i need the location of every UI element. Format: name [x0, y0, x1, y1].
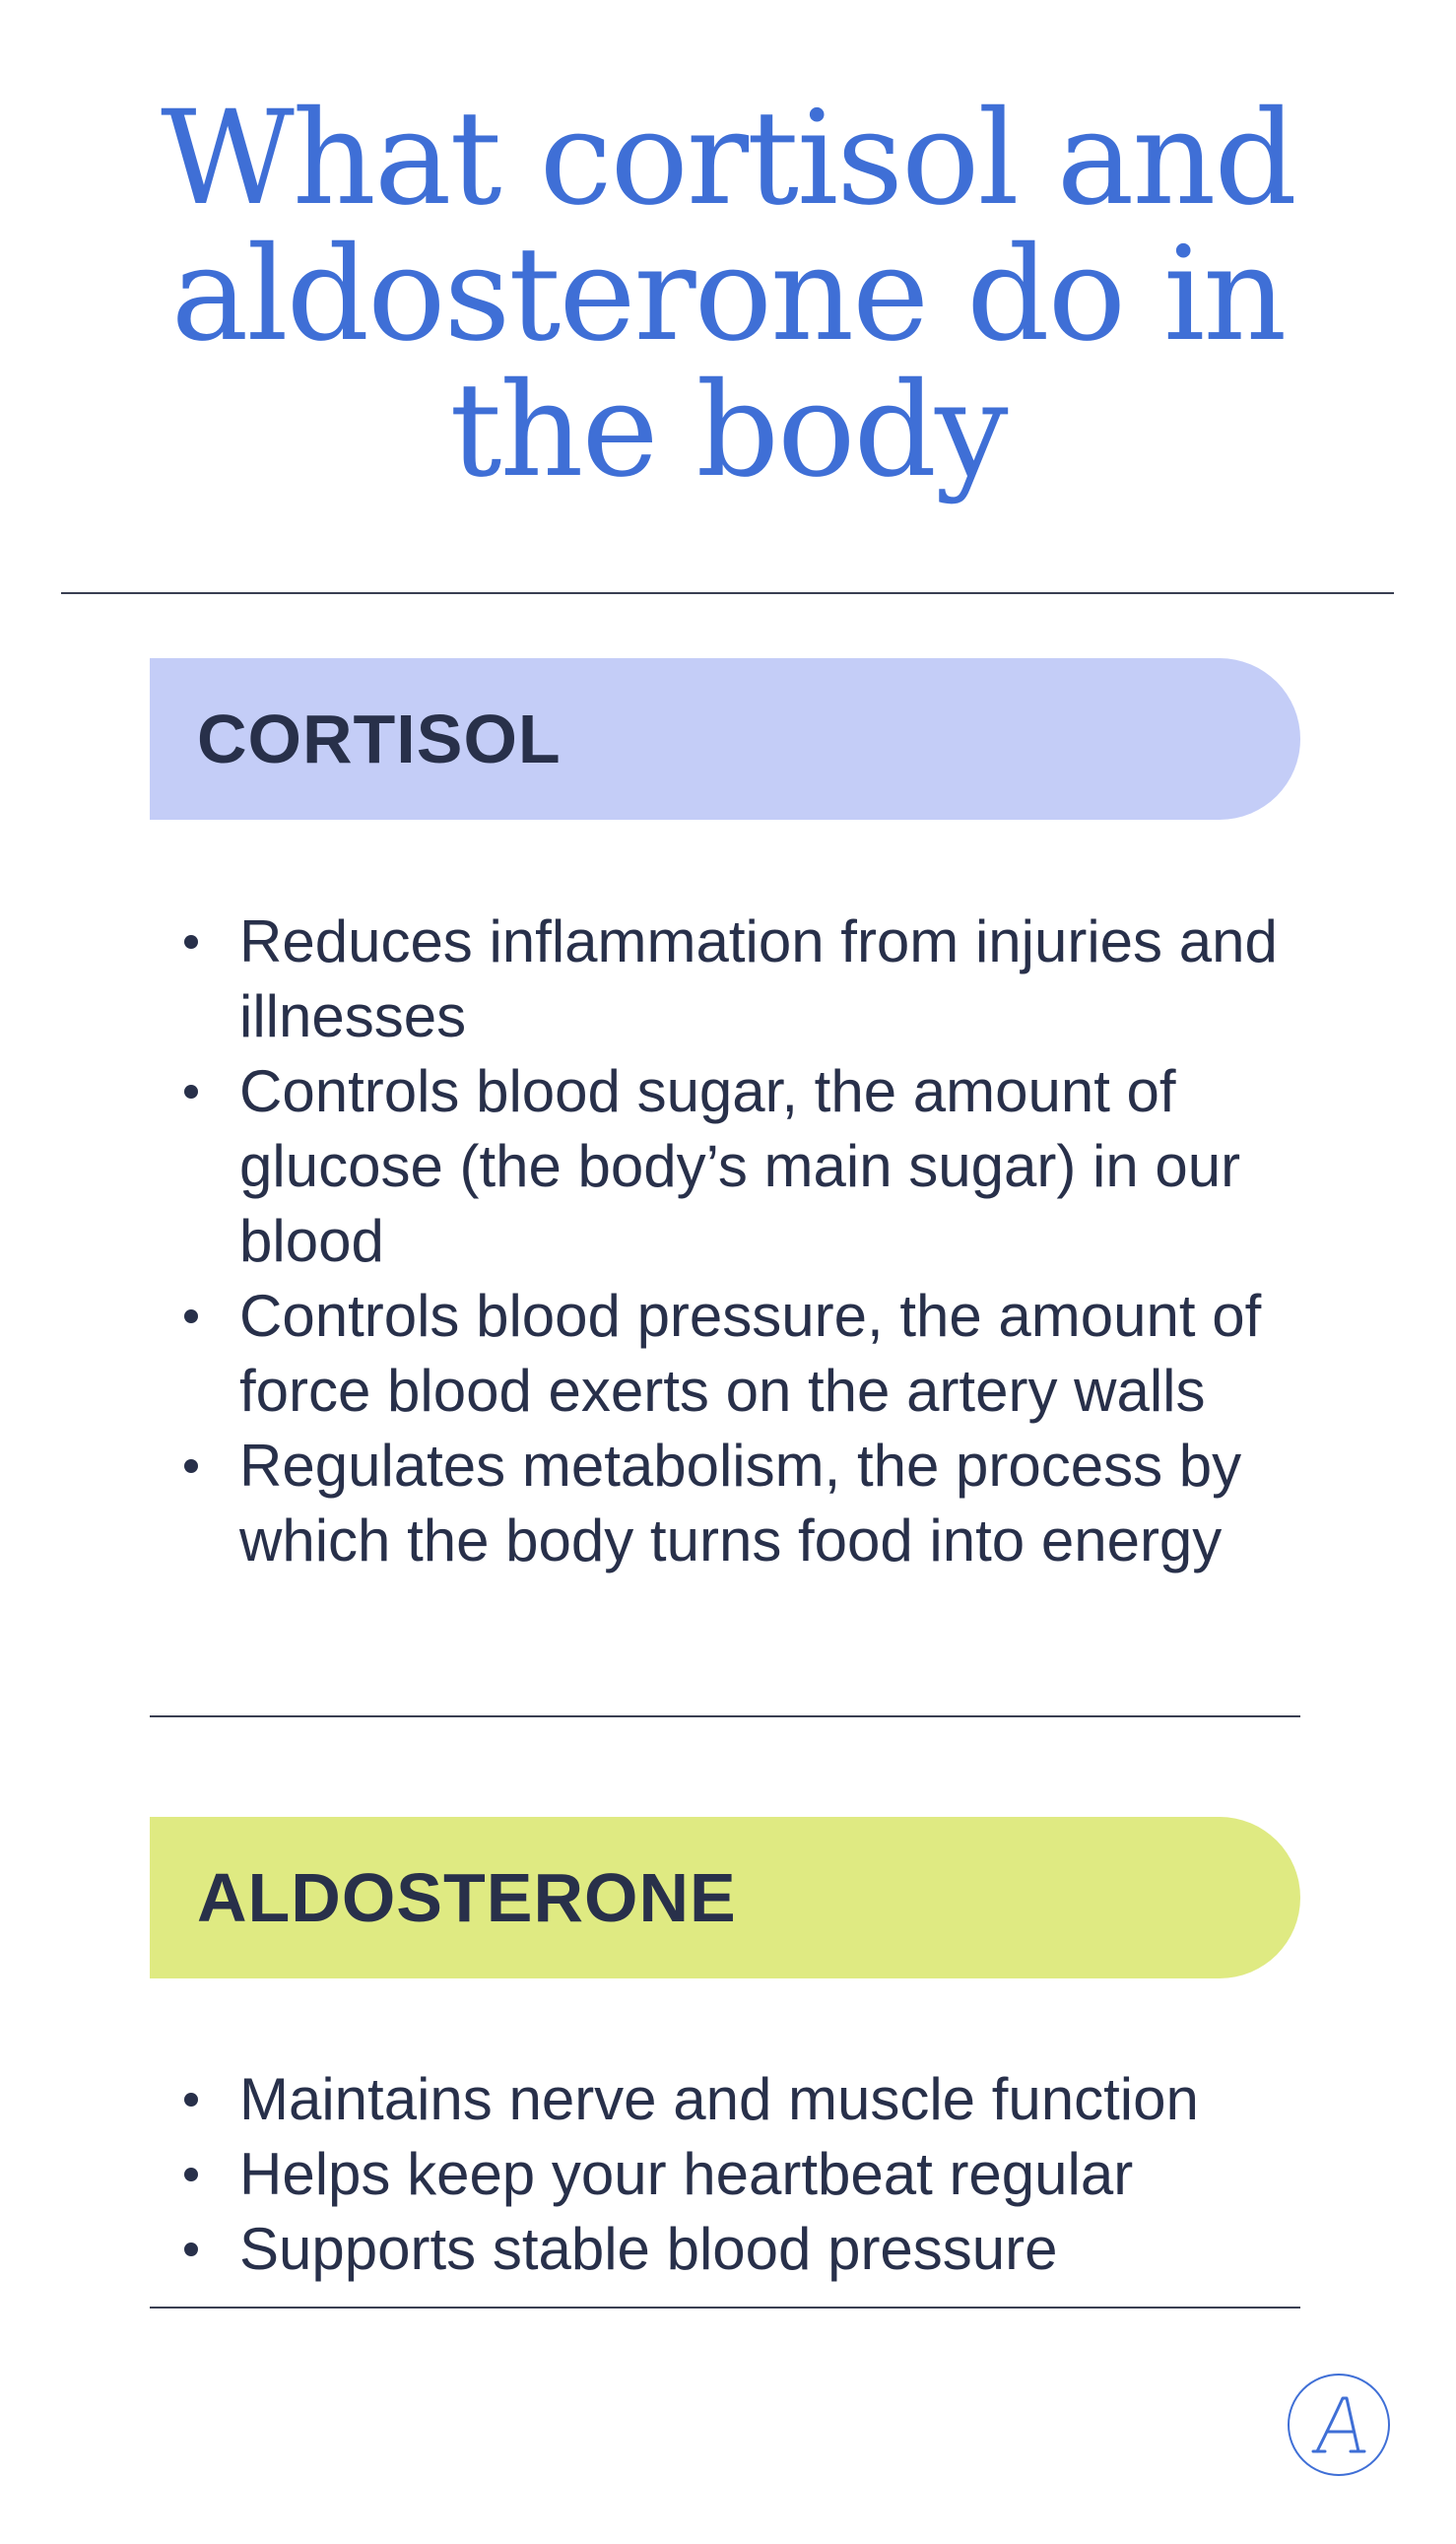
list-item [182, 2137, 1345, 2212]
bullet-icon [184, 1309, 198, 1323]
list-item-text: Reduces inflammation from injuries and illnesses [239, 908, 1278, 1049]
cortisol-list [182, 904, 1345, 1578]
list-item [182, 1054, 1345, 1279]
bullet-icon [184, 1459, 198, 1473]
aldosterone-heading: ALDOSTERONE [197, 1859, 737, 1936]
logo-letter-icon [1309, 2390, 1368, 2459]
bullet-icon [184, 2168, 198, 2181]
list-item-text: Regulates metabolism, the process by which the body turns food into energy [239, 1433, 1242, 1573]
brand-monogram-icon [1288, 2374, 1390, 2476]
list-item [182, 1429, 1345, 1578]
aldosterone-list [182, 2062, 1345, 2287]
bullet-icon [184, 2093, 198, 2107]
list-item [182, 2212, 1345, 2287]
aldosterone-header [150, 1817, 1300, 1978]
bullet-icon [184, 2243, 198, 2256]
list-item-text: Helps keep your heartbeat regular [239, 2141, 1134, 2207]
list-item-text: Controls blood sugar, the amount of glucose (the body’s main sugar) in our blood [239, 1058, 1241, 1274]
list-item-text: Maintains nerve and muscle function [239, 2066, 1199, 2132]
section-divider [150, 1715, 1300, 1717]
cortisol-header [150, 658, 1300, 820]
list-item [182, 904, 1345, 1054]
bullet-icon [184, 935, 198, 949]
list-item [182, 1279, 1345, 1429]
page-title: What cortisol and aldosterone do in the body [161, 83, 1295, 506]
title-divider [61, 592, 1394, 594]
cortisol-heading: CORTISOL [197, 701, 562, 777]
list-item-text: Controls blood pressure, the amount of force blood exerts on the artery walls [239, 1283, 1262, 1424]
list-item-text: Supports stable blood pressure [239, 2216, 1058, 2282]
bullet-icon [184, 1085, 198, 1099]
list-item [182, 2062, 1345, 2137]
bottom-divider [150, 2307, 1300, 2309]
